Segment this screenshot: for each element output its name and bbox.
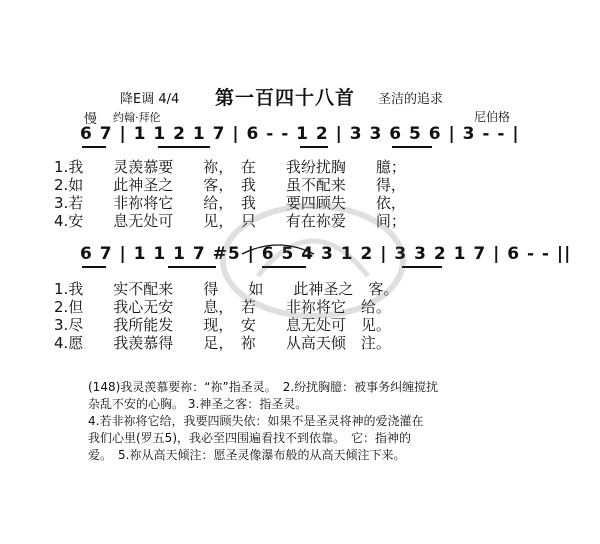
lyric-line: 4.安 息无处可 见， 只 有在祢爱 间；	[54, 212, 406, 230]
beam-underline	[82, 146, 106, 148]
lyric-line: 3.若 非祢将它 给， 我 要四顾失 依，	[54, 194, 406, 212]
score-line-1: 6 7 | 1 1 2 1 7 | 6 - - 1 2 | 3 3 6 5 6 | 3 - - |	[80, 124, 520, 144]
footnote-line: 我们心里(罗五5)，我必至四围遍看找不到依靠。 它：指神的	[88, 431, 412, 445]
beam-underline	[158, 146, 210, 148]
beam-underline	[402, 266, 442, 268]
composer: 尼伯格	[474, 110, 511, 124]
tempo-marking: 慢	[84, 112, 98, 127]
footnote-line: 4.若非祢将它给，我要四顾失依：如果不是圣灵将神的爱浇灌在	[88, 414, 424, 428]
footnote-line: (148)我灵羡慕要祢：“祢”指圣灵。 2.纷扰胸臆：被事务纠缠搅扰	[88, 380, 439, 394]
hymn-title: 第一百四十八首	[215, 87, 356, 109]
beam-underline	[300, 146, 328, 148]
lyricist: 约翰·拜伦	[113, 111, 161, 124]
beam-underline	[392, 146, 432, 148]
footnote-line: 杂乱不安的心胸。 3.神圣之客：指圣灵。	[88, 397, 308, 411]
lyric-line: 1.我 灵羡慕要 祢， 在 我纷扰胸 臆；	[54, 158, 406, 176]
key-signature: 降E调 4/4	[120, 92, 180, 107]
lyric-line: 1.我 实不配来 得 如 此神圣之 客。	[54, 280, 399, 298]
watermark-mark	[218, 196, 408, 326]
lyric-line: 3.尽 我所能发 现， 安 息无处可 见。	[54, 316, 391, 334]
lyric-line: 2.如 此神圣之 客， 我 虽不配来 得，	[54, 176, 406, 194]
footnotes	[88, 379, 438, 464]
hymn-subtitle: 圣洁的追求	[378, 92, 444, 107]
score-line-2: 6 7 | 1 1 1 7 #5 | 6 5 4 3 1 2 | 3 3 2 1 7 | 6 - - ||	[80, 244, 572, 264]
footnote-line: 爱。 5.祢从高天倾注：愿圣灵像瀑布般的从高天倾注下来。	[88, 448, 406, 462]
lyric-line: 2.但 我心无安 息， 若 非祢将它 给。	[54, 298, 391, 316]
lyric-line: 4.愿 我羡慕得 足， 祢 从高天倾 注。	[54, 334, 391, 352]
beam-underline	[82, 266, 106, 268]
beam-underline	[168, 266, 216, 268]
